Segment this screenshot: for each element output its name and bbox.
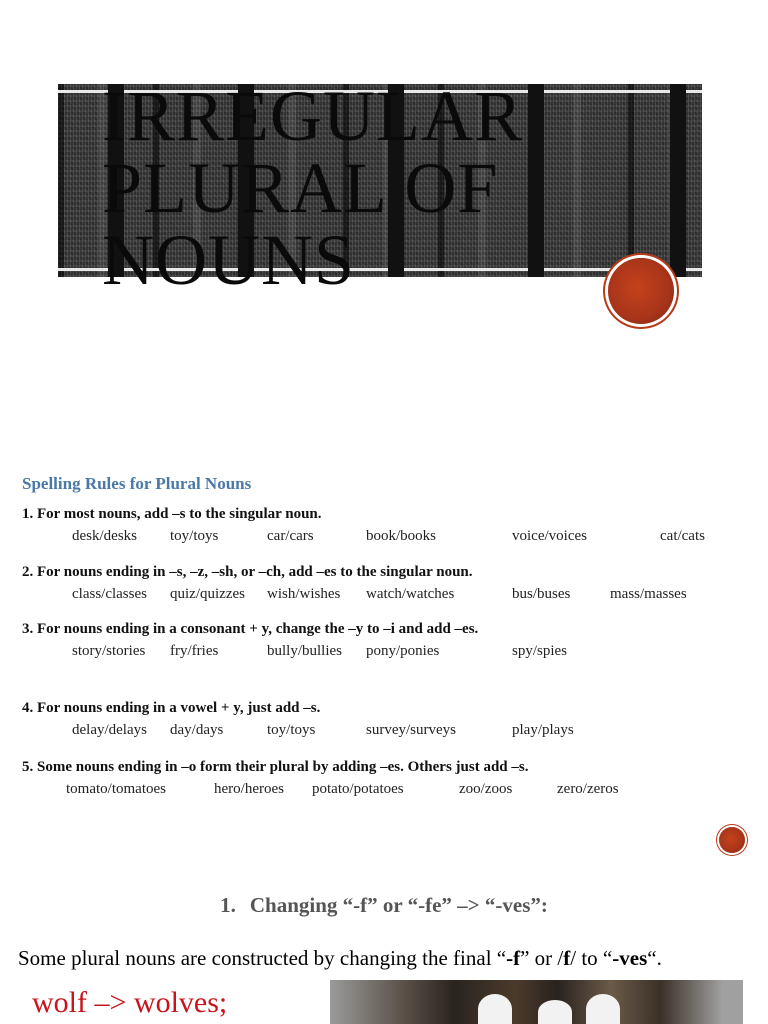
example-word: cat/cats [660,528,705,544]
rule-4 [22,700,742,738]
example-word: watch/watches [366,586,455,602]
example-word: class/classes [72,586,147,602]
rule-3-text: 3. For nouns ending in a consonant + y, change the –y to –i and add –es. [22,621,479,637]
example-word: potato/potatoes [312,781,404,797]
section-heading [0,893,768,918]
rules-heading: Spelling Rules for Plural Nouns [22,474,252,493]
wolf-silhouette [586,994,620,1024]
rule-1 [22,506,742,544]
wolves-photo [330,980,743,1024]
rule-2-text: 2. For nouns ending in –s, –z, –sh, or –ch, add –es to the singular noun. [22,564,473,580]
intro-paragraph [18,946,662,971]
title-line-1: IRREGULAR [102,76,523,156]
example-word: bully/bullies [267,643,342,659]
example-word: story/stories [72,643,146,659]
wolf-silhouette [478,994,512,1024]
example-word: wish/wishes [267,586,341,602]
example-word: day/days [170,722,224,738]
example-word: spy/spies [512,643,568,659]
section-title: Changing “-f” or “-fe” –> “-ves”: [249,893,548,917]
example-word: bus/buses [512,586,571,602]
example-word: car/cars [267,528,314,544]
intro-text-1: Some plural nouns are constructed by changing the final “ [18,946,507,970]
example-wolf: wolf –> wolves; [32,986,228,1019]
example-word: fry/fries [170,643,219,659]
rule-4-text: 4. For nouns ending in a vowel + y, just add –s. [22,700,321,716]
title-line-2: PLURAL OF [102,148,499,228]
example-word: zoo/zoos [459,781,513,797]
example-word: voice/voices [512,528,587,544]
rule-3 [22,621,742,659]
title-line-3: NOUNS [102,220,356,300]
intro-text-3: / to “ [570,946,613,970]
example-word: pony/ponies [366,643,440,659]
intro-ves: -ves [612,946,648,970]
example-word: quiz/quizzes [170,586,245,602]
intro-f2: f [563,946,571,970]
wolf-silhouette [538,1000,572,1024]
rule-5 [22,759,742,797]
example-word: play/plays [512,722,574,738]
example-word: delay/delays [72,722,147,738]
intro-f: -f [506,946,521,970]
rule-1-text: 1. For most nouns, add –s to the singular noun. [22,506,322,522]
rule-2 [22,564,742,602]
example-word: book/books [366,528,437,544]
example-word: hero/heroes [214,781,284,797]
decorative-circle-small [719,827,745,853]
intro-text-4: “. [647,946,662,970]
section-number: 1. [220,893,236,917]
example-word: toy/toys [170,528,219,544]
example-word: desk/desks [72,528,137,544]
decorative-circle-large [608,258,674,324]
example-word: tomato/tomatoes [66,781,166,797]
spelling-rules-table [22,474,742,797]
example-word: mass/masses [610,586,687,602]
example-word: zero/zeros [557,781,619,797]
rule-5-text: 5. Some nouns ending in –o form their plural by adding –es. Others just add –s. [22,759,529,775]
example-word: toy/toys [267,722,316,738]
example-word: survey/surveys [366,722,456,738]
intro-text-2: ” or / [520,946,564,970]
